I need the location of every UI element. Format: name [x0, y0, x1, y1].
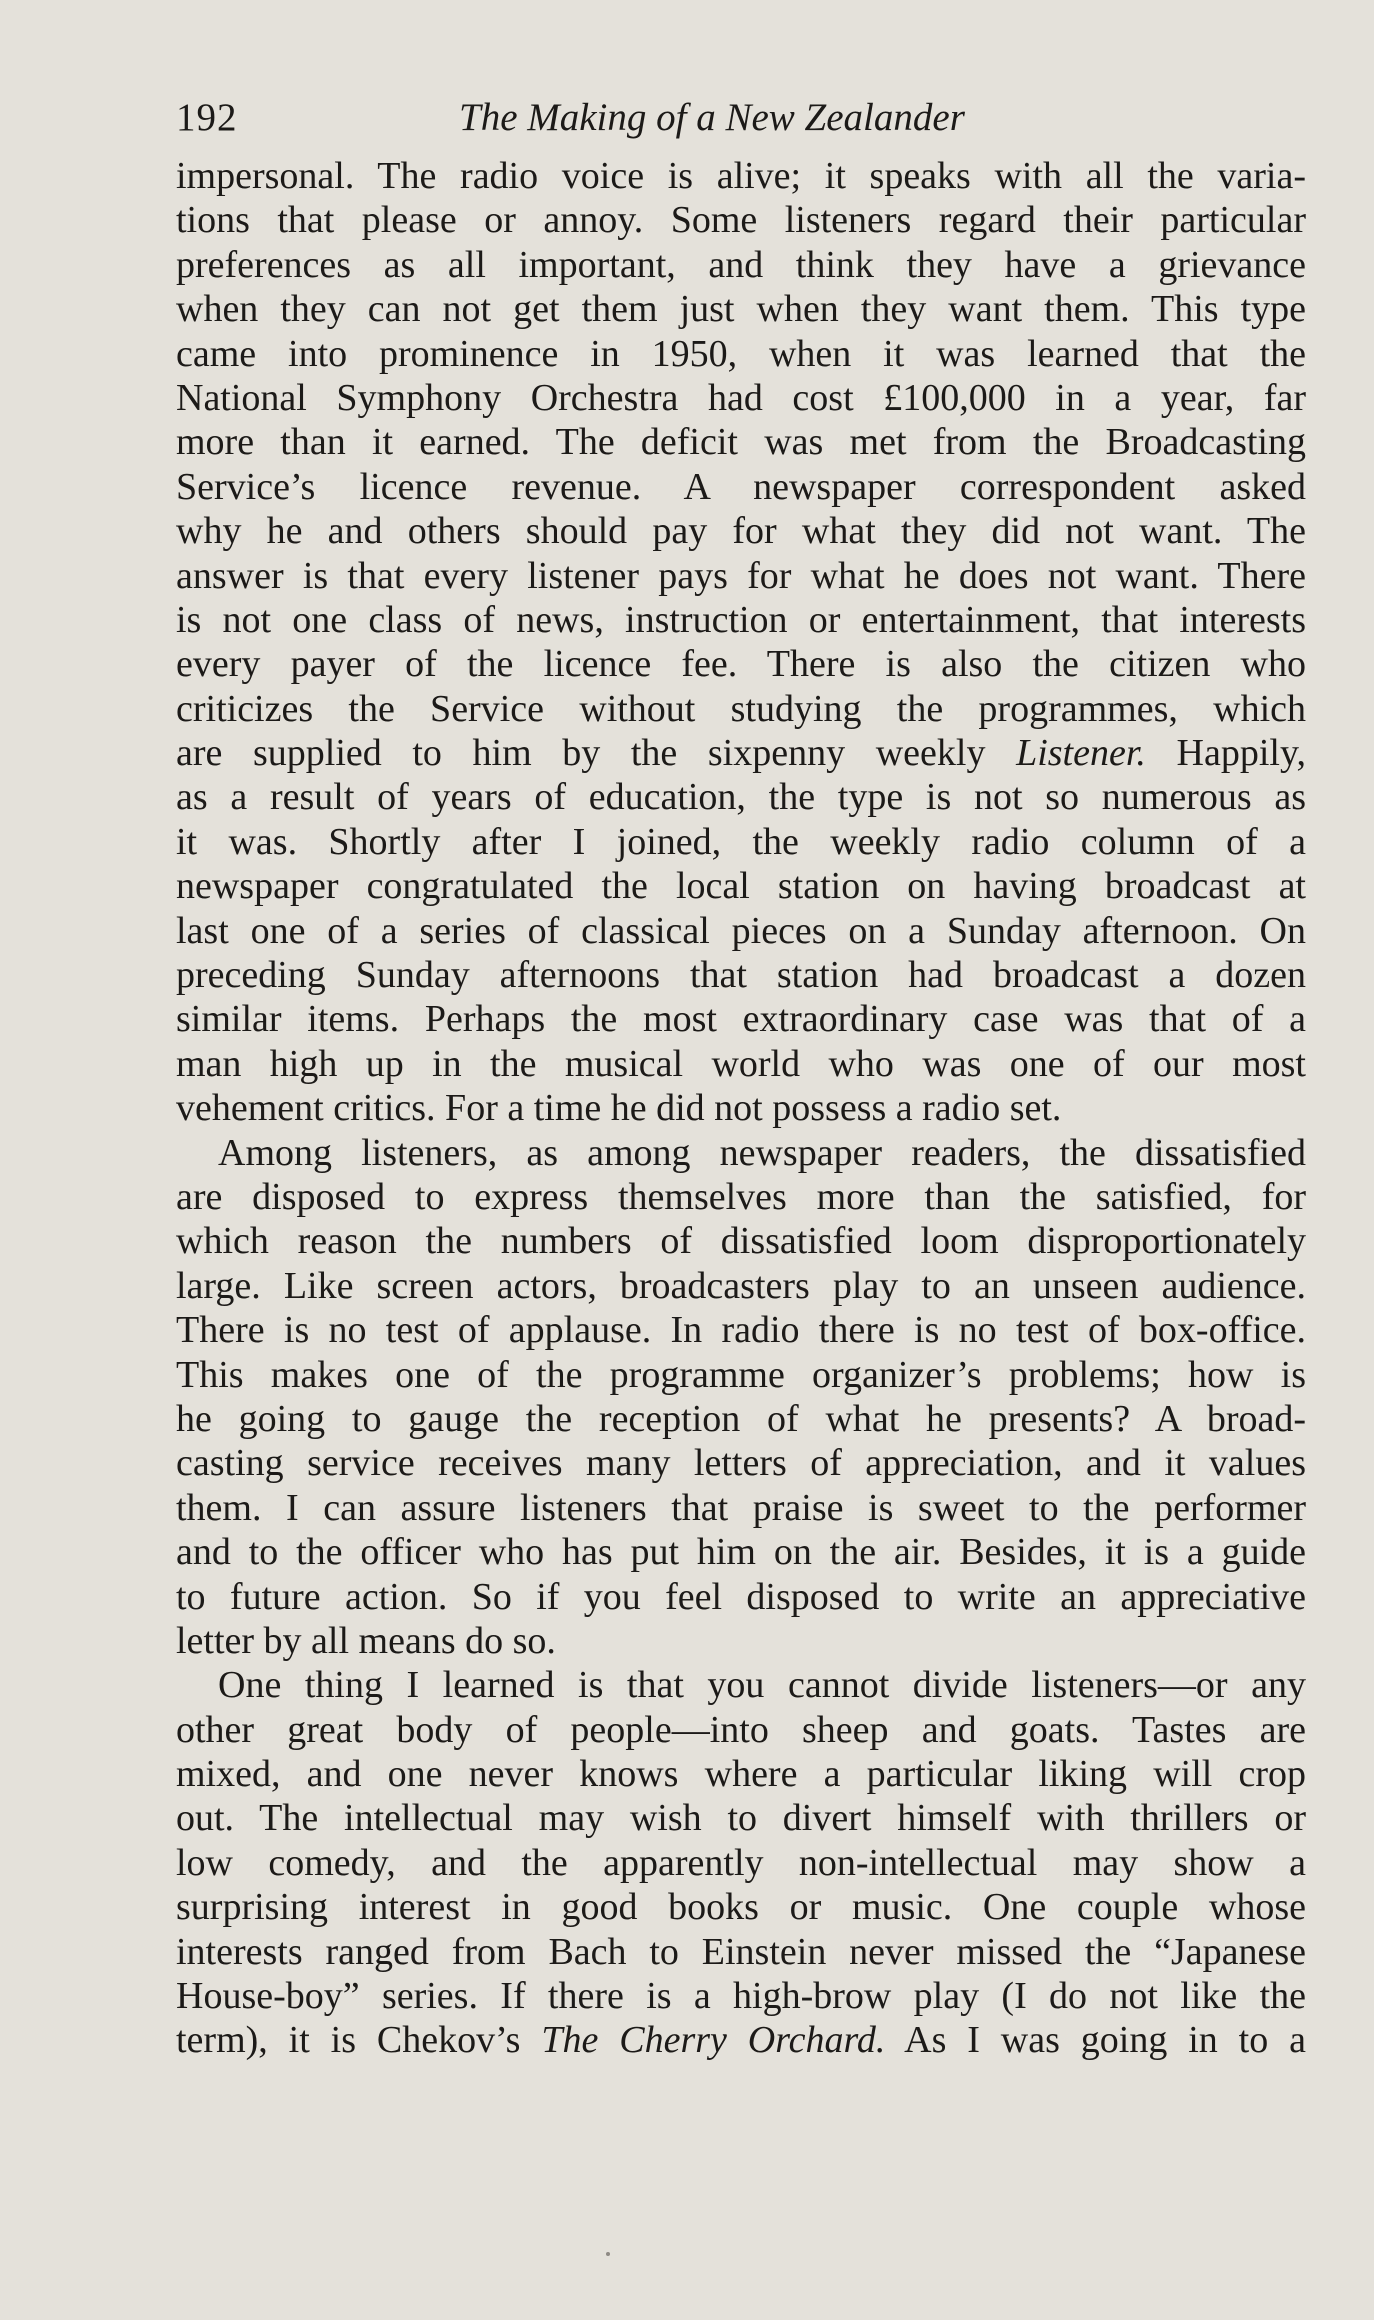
text-line: other great body of people—into sheep and goats. Tastes are	[176, 1708, 1306, 1751]
text-line: came into prominence in 1950, when it was learned that the	[176, 332, 1306, 375]
text-line: more than it earned. The deficit was met from the Broadcasting	[176, 421, 1306, 464]
text-line: This makes one of the programme organizer’s problems; how is	[176, 1353, 1306, 1396]
text-line: vehement critics. For a time he did not possess a radio set.	[176, 1087, 1062, 1130]
text-line: it was. Shortly after I joined, the weekly radio column of a	[176, 820, 1306, 863]
italic-title: Listener.	[1016, 732, 1146, 775]
text-line	[176, 731, 1306, 775]
text-line: out. The intellectual may wish to divert himself with thrillers or	[176, 1797, 1306, 1840]
text-line: Among listeners, as among newspaper readers, the dissatisfied	[218, 1131, 1306, 1174]
text-segment: As I was going in to a	[885, 2019, 1306, 2062]
italic-title: The Cherry Orchard.	[541, 2019, 886, 2062]
text-line: every payer of the licence fee. There is also the citizen who	[176, 643, 1306, 686]
text-line: which reason the numbers of dissatisfied loom disproportionately	[176, 1220, 1306, 1263]
text-line: National Symphony Orchestra had cost £100,000 in a year, far	[176, 376, 1306, 419]
text-line: House-boy” series. If there is a high-brow play (I do not like the	[176, 1975, 1306, 2018]
text-line: answer is that every listener pays for what he does not want. There	[176, 554, 1306, 597]
text-line: are disposed to express themselves more than the satisfied, for	[176, 1175, 1306, 1218]
text-segment: are supplied to him by the sixpenny weekly	[176, 732, 1017, 775]
text-line: is not one class of news, instruction or entertainment, that interests	[176, 598, 1306, 641]
text-line: criticizes the Service without studying the programmes, which	[176, 687, 1306, 730]
text-line: similar items. Perhaps the most extraordinary case was that of a	[176, 998, 1306, 1041]
text-segment: Happily,	[1145, 732, 1306, 775]
body-text	[176, 154, 1306, 2063]
text-line: them. I can assure listeners that praise is sweet to the performer	[176, 1486, 1306, 1529]
text-line: Service’s licence revenue. A newspaper correspondent asked	[176, 465, 1306, 508]
text-line: mixed, and one never knows where a particular liking will crop	[176, 1753, 1306, 1796]
text-line: he going to gauge the reception of what he presents? A broad-	[176, 1397, 1306, 1440]
text-line: impersonal. The radio voice is alive; it speaks with all the varia-	[176, 155, 1306, 197]
text-line: as a result of years of education, the type is not so numerous as	[176, 776, 1306, 819]
text-line: There is no test of applause. In radio there is no test of box-office.	[176, 1309, 1306, 1352]
text-line	[176, 2018, 1306, 2062]
text-line: letter by all means do so.	[176, 1619, 556, 1662]
running-head	[176, 88, 1306, 148]
text-line: large. Like screen actors, broadcasters play to an unseen audience.	[176, 1264, 1306, 1307]
text-line: casting service receives many letters of appreciation, and it values	[176, 1442, 1306, 1485]
page-number: 192	[176, 96, 238, 139]
text-line: surprising interest in good books or music. One couple whose	[176, 1886, 1306, 1929]
text-line: One thing I learned is that you cannot divide listeners—or any	[218, 1664, 1306, 1707]
text-line: preferences as all important, and think they have a grievance	[176, 243, 1306, 286]
book-title: The Making of a New Zealander	[459, 96, 965, 139]
text-line: interests ranged from Bach to Einstein never missed the “Japanese	[176, 1930, 1306, 1973]
text-line: why he and others should pay for what they did not want. The	[176, 510, 1306, 553]
paragraph	[176, 1663, 1306, 2063]
paragraph	[176, 154, 1306, 1131]
text-line: man high up in the musical world who was one of our most	[176, 1042, 1306, 1085]
paper-speck	[606, 2252, 610, 2256]
text-line: preceding Sunday afternoons that station had broadcast a dozen	[176, 954, 1306, 997]
text-line: to future action. So if you feel disposed to write an appreciative	[176, 1575, 1306, 1618]
text-line: when they can not get them just when they want them. This type	[176, 288, 1306, 331]
text-line: and to the officer who has put him on the air. Besides, it is a guide	[176, 1531, 1306, 1574]
text-segment: term), it is Chekov’s	[176, 2019, 542, 2062]
paragraph	[176, 1131, 1306, 1664]
text-line: tions that please or annoy. Some listeners regard their particular	[176, 199, 1306, 242]
text-line: last one of a series of classical pieces on a Sunday afternoon. On	[176, 909, 1306, 952]
text-line: newspaper congratulated the local station on having broadcast at	[176, 865, 1306, 908]
text-line: low comedy, and the apparently non-intellectual may show a	[176, 1841, 1306, 1884]
